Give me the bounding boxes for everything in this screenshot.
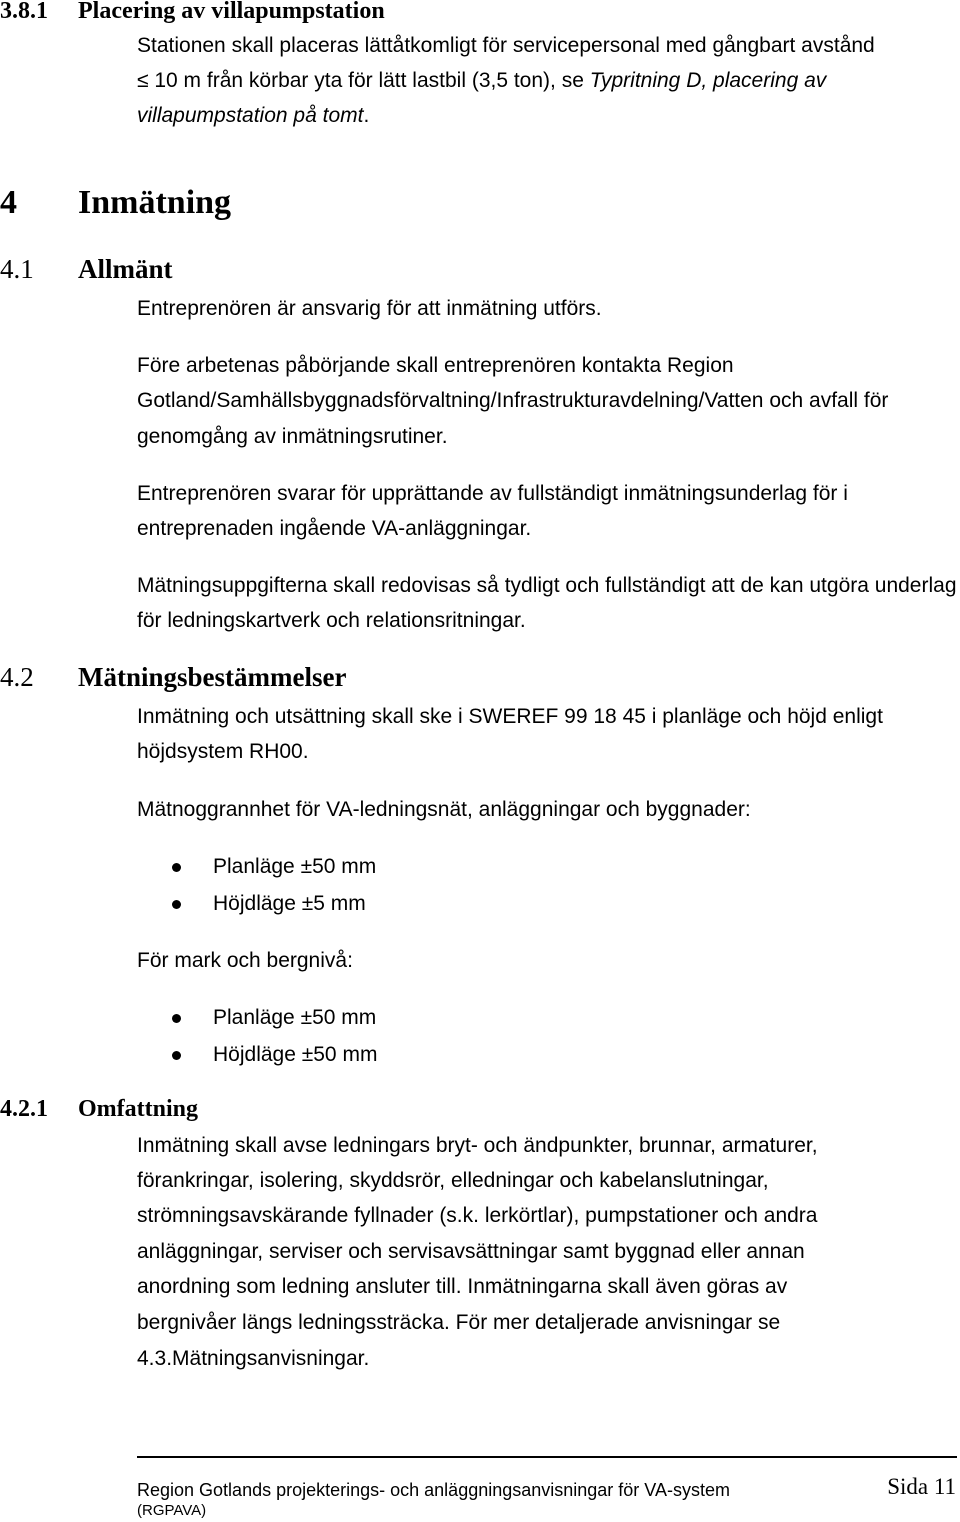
section-3-8-1-line2 [137, 63, 826, 98]
section-4-1-para-4: Mätningsuppgifterna skall redovisas så tydligt och fullständigt att de kan utgöra underlag för ledningskartverk och relationsritningar. [137, 574, 957, 633]
section-4-2-1-line: Inmätning skall avse ledningars bryt- och ändpunkter, brunnar, armaturer, [137, 1134, 818, 1157]
footer-subtitle: (RGPAVA) [137, 1502, 207, 1519]
section-3-8-1-line1: Stationen skall placeras lättåtkomligt för servicepersonal med gångbart avstånd [137, 34, 875, 57]
footer-divider [137, 1456, 957, 1458]
section-4-1-number: 4.1 [0, 254, 34, 284]
section-4-2-1-line: bergnivåer längs ledningssträcka. För mer detaljerade anvisningar se [137, 1311, 781, 1334]
section-4-2-1-line: förankringar, isolering, skyddsrör, elledningar och kabelanslutningar, [137, 1169, 769, 1192]
section-4-2-intro: Inmätning och utsättning skall ske i SWEREF 99 18 45 i planläge och höjd enligt höjdsystem RH00. [137, 705, 883, 764]
section-3-8-1-number: 3.8.1 [0, 0, 48, 24]
section-4-2-accuracy-mark: För mark och bergnivå: [137, 949, 353, 972]
section-4-2-1-line: strömningsavskärande fyllnader (s.k. lerkörtlar), pumpstationer och andra [137, 1204, 818, 1227]
section-3-8-1-title: Placering av villapumpstation [78, 0, 385, 24]
section-4-1-title: Allmänt [78, 254, 173, 284]
section-4-1-para-3: Entreprenören svarar för upprättande av fullständigt inmätningsunderlag för i entreprenaden ingående VA-anläggningar. [137, 482, 848, 541]
section-4-2-accuracy-va: Mätnoggrannhet för VA-ledningsnät, anläggningar och byggnader: [137, 798, 751, 821]
section-4-2-1-number: 4.2.1 [0, 1096, 48, 1122]
section-4-1-para-2: Före arbetenas påbörjande skall entreprenören kontakta Region Gotland/Samhällsbyggnadsförvaltning/Infrastrukturavdelning/Vatten och avfall för genomgång av inmätningsrutiner. [137, 354, 889, 448]
typritning-reference-cont: villapumpstation på tomt [137, 104, 364, 127]
bullet-icon [172, 900, 181, 909]
section-4-2-1-line: anläggningar, serviser och servisavsättningar samt byggnad eller annan [137, 1240, 805, 1263]
section-3-8-1-line3 [137, 98, 369, 133]
line2-text: ≤ 10 m från körbar yta för lätt lastbil (3,5 ton), se [137, 69, 590, 92]
section-4-2-number: 4.2 [0, 662, 34, 692]
bullet-icon [172, 863, 181, 872]
section-4-2-1-line: anordning som ledning ansluter till. Inmätningarna skall även göras av [137, 1275, 788, 1298]
chapter-4-title: Inmätning [78, 184, 232, 221]
typritning-reference: Typritning D, placering av [589, 69, 827, 92]
footer-title: Region Gotlands projekterings- och anläggningsanvisningar för VA-system [137, 1480, 730, 1500]
chapter-4-number: 4 [0, 184, 17, 221]
section-4-2-title: Mätningsbestämmelser [78, 662, 347, 692]
section-4-1-para-1: Entreprenören är ansvarig för att inmätning utförs. [137, 297, 602, 320]
bullet-icon [172, 1014, 181, 1023]
page-number: Sida 11 [887, 1474, 956, 1499]
section-4-2-1-title: Omfattning [78, 1096, 198, 1122]
section-4-2-1-line: 4.3.Mätningsanvisningar. [137, 1347, 370, 1370]
line3-end: . [363, 104, 370, 127]
bullet-icon [172, 1051, 181, 1060]
